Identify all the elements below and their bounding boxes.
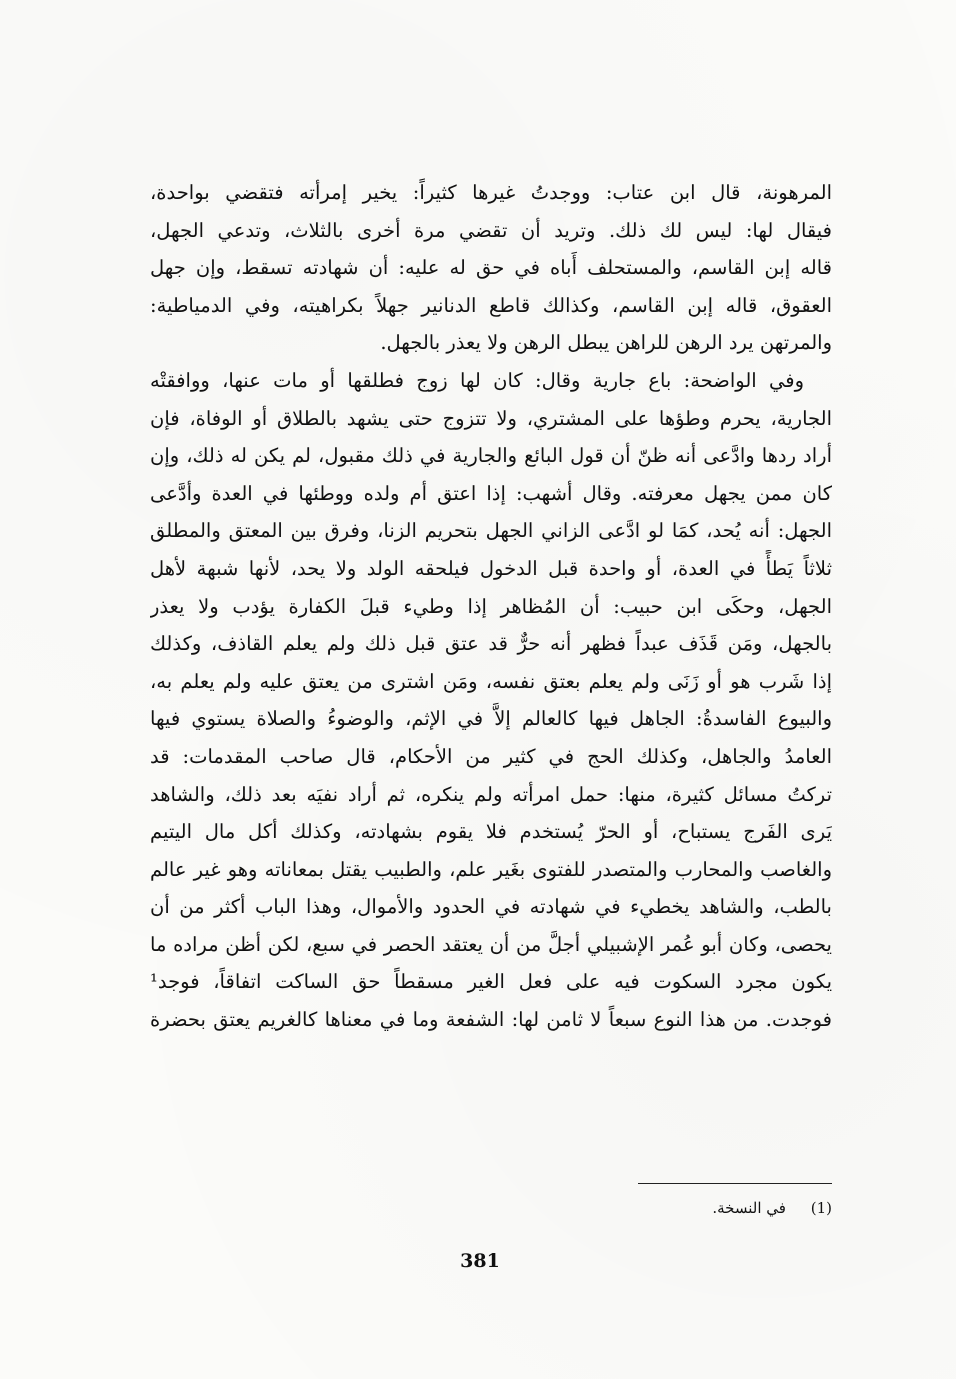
text-line: والمرتهن يرد الرهن للراهن يبطل الرهن ولا يعذر بالجهل. [380, 331, 832, 355]
text-line: بالجهل، ومَن قَذَف عبداً فظهر أنه حرٌّ قد عتق قبل ذلك ولم يعلم القاذف، وكذلك [150, 632, 832, 656]
text-line: كان ممن يجهل معرفته. وقال أشهب: إذا اعتق أم ولده ووطئها في العدة وأدَّعى [150, 481, 832, 505]
footnote-text: في النسخة. [712, 1199, 786, 1217]
page-number: 381 [460, 1250, 500, 1272]
body-text [150, 174, 832, 1039]
text-line: ثلاثاً يَطأً في العدة، أو واحدة قبل الدخول فيلحقه الولد ولا يحد، لأنها شبهة لأهل [150, 556, 832, 580]
footnote-number: (1) [810, 1199, 832, 1217]
text-line: فيقال لها: ليس لك ذلك. وتريد أن تقضي مرة أخرى بالثلاث، وتدعي الجهل، [150, 218, 832, 242]
text-line: أراد ردها وادَّعى أنه ظنّ أن قول البائع والجارية في ذلك مقبول، لم يكن له ذلك، وإن [150, 444, 832, 468]
footnote [500, 1196, 832, 1220]
text-line: تركتُ مسائل كثيرة، منها: حمل امرأته ولم ينكره، ثم أراد نفيَه بعد ذلك، والشاهد [150, 782, 832, 806]
text-line: المرهونة، قال ابن عتاب: ووجدتُ غيرها كثيراً: يخير إمرأته فتقضي بواحدة، [150, 181, 832, 204]
text-line: والبيوع الفاسدةُ: الجاهل فيها كالعالم إلاَّ في الإثم، والوضوءُ والصلاة يستوي فيها [150, 707, 832, 731]
text-line: وفي الواضحة: باع جارية وقال: كان لها زوج فطلقها أو مات عنها، ووافقتْه [150, 368, 804, 392]
text-line: قاله إبن القاسم، والمستحلف أَباه في حق له عليه: أن شهادته تسقط، وإن جهل [150, 256, 832, 280]
text-line: بالطب، والشاهد يخطيء في شهادته في الحدود والأموال، وهذا الباب أكثر من أن [150, 895, 832, 919]
text-line: العامدُ والجاهل، وكذلك الحج في كثير من الأحكام، قال صاحب المقدمات: قد [150, 744, 832, 768]
text-line: فوجدت. من هذا النوع سبعاً لا ثامن لها: الشفعة وما في معناها كالغريم يعتق بحضرة [150, 1008, 832, 1032]
footnote-divider [638, 1183, 832, 1184]
text-line: يحصى، وكان أبو عُمر الإشبيلي أجلَّ من أن يعتقد الحصر في سبع، لكن أظن مراده ما [150, 932, 832, 956]
text-line: يَرى الفَرج يستباح، أو الحرّ يُستخدم فلا يقوم بشهادته، وكذلك أكل مال اليتيم [150, 820, 832, 844]
text-line: يكون مجرد السكوت فيه على فعل الغير مسقطاً حق الساكت اتفاقاً، فوجد¹ [150, 970, 832, 994]
text-line: الجارية، يحرم وطؤها على المشتري، ولا تتزوج حتى يشهد بالطلاق أو الوفاة، فإن [150, 406, 832, 430]
text-line: الجهل: أنه يُحد، كمَا لو ادَّعى الزاني الجهل بتحريم الزنا، وفرق بين المعتق والمطلق [150, 519, 832, 543]
text-line: العقوق، قاله إبن القاسم، وكذالك قاطع الدنانير جهلاً بكراهيته، وفي الدمياطية: [150, 293, 832, 317]
text-line: الجهل، وحكَى ابن حبيب: أن المُظاهر إذا وطيء قبلَ الكفارة يؤدب ولا يعذر [150, 594, 832, 618]
text-line: إذا شَرب هو أو زَنَى ولم يعلم بعتق نفسه، ومَن اشترى من يعتق عليه ولم يعلم به، [150, 669, 832, 693]
text-line: والغاصب والمحارب والمتصدر للفتوى بغَير علم، والطبيب يقتل بمعاناته وهو غير عالم [150, 857, 832, 881]
